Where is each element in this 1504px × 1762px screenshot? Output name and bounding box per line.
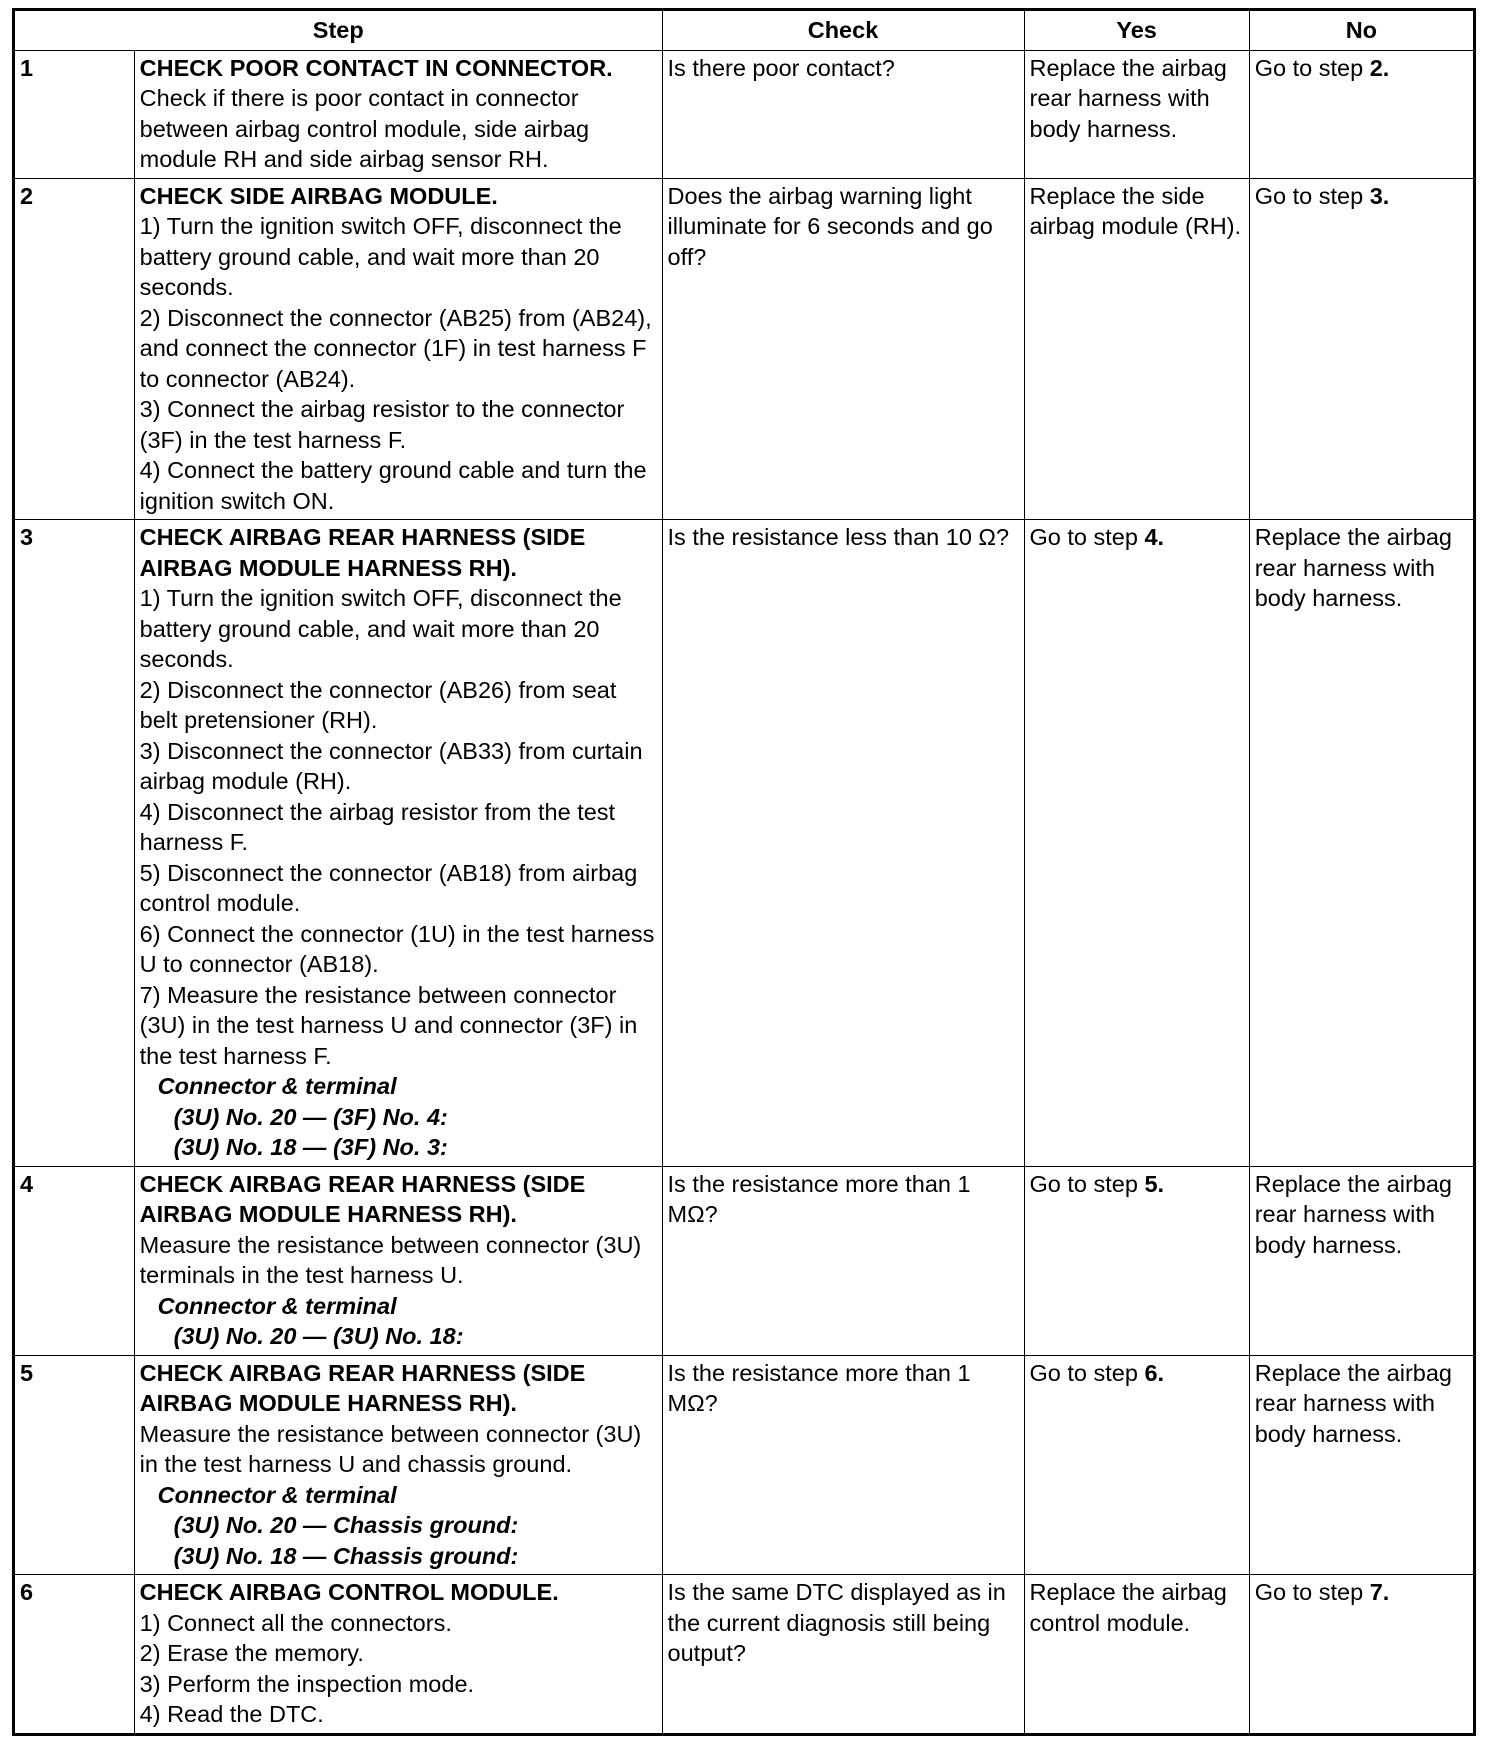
yes-action-text: Go to step <box>1029 1359 1138 1386</box>
header-step: Step <box>14 10 663 51</box>
step-instruction: 1) Connect all the connectors. <box>139 1609 452 1636</box>
yes-action-text: Replace the airbag rear harness with body harness. <box>1029 54 1227 142</box>
step-title: CHECK AIRBAG CONTROL MODULE. <box>139 1579 559 1605</box>
yes-action-text: Replace the airbag control module. <box>1029 1579 1227 1636</box>
check-question: Is the resistance more than 1 MΩ? <box>662 1166 1024 1355</box>
table-row <box>14 1355 1475 1575</box>
step-number: 3 <box>14 520 135 1167</box>
step-number: 2 <box>14 178 135 520</box>
yes-action <box>1024 50 1249 178</box>
step-number: 4 <box>14 1166 135 1355</box>
yes-action <box>1024 1166 1249 1355</box>
step-instruction: 7) Measure the resistance between connector (3U) in the test harness U and connector (3F) in the test harness F. <box>139 981 638 1069</box>
step-title: CHECK AIRBAG REAR HARNESS (SIDE AIRBAG MODULE HARNESS RH). <box>139 524 586 581</box>
step-instruction: 3) Perform the inspection mode. <box>139 1670 475 1697</box>
no-action-text: Go to step <box>1254 1579 1364 1605</box>
no-action <box>1249 50 1474 178</box>
step-instruction: 2) Erase the memory. <box>139 1640 364 1666</box>
step-reference: 5. <box>1144 1170 1165 1197</box>
step-content <box>134 50 662 178</box>
step-title: CHECK AIRBAG REAR HARNESS (SIDE AIRBAG MODULE HARNESS RH). <box>139 1170 586 1227</box>
spec-title: Connector & terminal <box>157 1481 397 1508</box>
no-action-text: Go to step <box>1254 54 1364 81</box>
spec-title: Connector & terminal <box>157 1292 397 1319</box>
step-reference: 4. <box>1144 524 1165 550</box>
check-question: Does the airbag warning light illuminate for 6 seconds and go off? <box>662 178 1024 520</box>
step-instruction: 2) Disconnect the connector (AB26) from seat belt pretensioner (RH). <box>139 676 617 733</box>
step-content <box>134 178 662 520</box>
table-row <box>14 1575 1475 1735</box>
check-question: Is there poor contact? <box>662 50 1024 178</box>
no-action <box>1249 1166 1474 1355</box>
step-number: 1 <box>14 50 135 178</box>
yes-action <box>1024 520 1249 1167</box>
step-content <box>134 1355 662 1575</box>
step-instruction: 3) Connect the airbag resistor to the connector (3F) in the test harness F. <box>139 396 625 453</box>
step-instruction: 4) Disconnect the airbag resistor from the test harness F. <box>139 798 616 855</box>
spec-terminal: (3U) No. 18 — (3F) No. 3: <box>173 1134 448 1160</box>
no-action-text: Replace the airbag rear harness with body harness. <box>1254 1359 1452 1447</box>
spec-terminal: (3U) No. 18 — Chassis ground: <box>173 1542 519 1569</box>
step-instruction: Measure the resistance between connector (3U) in the test harness U and chassis ground. <box>139 1420 642 1477</box>
step-instruction: 1) Turn the ignition switch OFF, disconnect the battery ground cable, and wait more than 20 seconds. <box>139 213 622 300</box>
yes-action-text: Replace the side airbag module (RH). <box>1029 182 1242 239</box>
step-reference: 7. <box>1369 1579 1390 1605</box>
table-row <box>14 178 1475 520</box>
step-instruction: 4) Connect the battery ground cable and turn the ignition switch ON. <box>139 457 647 514</box>
table-row <box>14 520 1475 1167</box>
step-title: CHECK POOR CONTACT IN CONNECTOR. <box>139 54 613 81</box>
step-title: CHECK AIRBAG REAR HARNESS (SIDE AIRBAG MODULE HARNESS RH). <box>139 1359 586 1416</box>
spec-terminal: (3U) No. 20 — Chassis ground: <box>173 1512 519 1538</box>
no-action <box>1249 1355 1474 1575</box>
check-question: Is the same DTC displayed as in the current diagnosis still being output? <box>662 1575 1024 1735</box>
step-reference: 2. <box>1369 54 1390 81</box>
step-instruction: 4) Read the DTC. <box>139 1701 324 1727</box>
step-title: CHECK SIDE AIRBAG MODULE. <box>139 182 498 209</box>
step-content <box>134 1575 662 1735</box>
yes-action <box>1024 1575 1249 1735</box>
no-action-text: Replace the airbag rear harness with body harness. <box>1254 1170 1452 1258</box>
step-content <box>134 1166 662 1355</box>
step-instruction: Measure the resistance between connector (3U) terminals in the test harness U. <box>139 1231 642 1288</box>
spec-title: Connector & terminal <box>157 1073 397 1099</box>
yes-action <box>1024 1355 1249 1575</box>
check-question: Is the resistance more than 1 MΩ? <box>662 1355 1024 1575</box>
no-action-text: Go to step <box>1254 182 1364 209</box>
spec-terminal: (3U) No. 20 — (3F) No. 4: <box>173 1103 448 1130</box>
step-instruction: 6) Connect the connector (1U) in the test harness U to connector (AB18). <box>139 920 655 977</box>
step-instruction: Check if there is poor contact in connector between airbag control module, side airbag module RH and side airbag sensor RH. <box>139 85 590 172</box>
step-reference: 6. <box>1144 1359 1165 1386</box>
step-instruction: 2) Disconnect the connector (AB25) from (AB24), and connect the connector (1F) in test harness F to connector (AB24). <box>139 304 652 392</box>
header-check: Check <box>662 10 1024 51</box>
step-reference: 3. <box>1369 182 1390 209</box>
step-number: 5 <box>14 1355 135 1575</box>
step-number: 6 <box>14 1575 135 1735</box>
no-action <box>1249 1575 1474 1735</box>
no-action <box>1249 178 1474 520</box>
table-row <box>14 1166 1475 1355</box>
no-action <box>1249 520 1474 1167</box>
step-instruction: 5) Disconnect the connector (AB18) from airbag control module. <box>139 859 638 916</box>
header-yes: Yes <box>1024 10 1249 51</box>
step-instruction: 3) Disconnect the connector (AB33) from curtain airbag module (RH). <box>139 737 643 794</box>
yes-action-text: Go to step <box>1029 524 1138 550</box>
check-question: Is the resistance less than 10 Ω? <box>662 520 1024 1167</box>
header-no: No <box>1249 10 1474 51</box>
step-instruction: 1) Turn the ignition switch OFF, disconnect the battery ground cable, and wait more than 20 seconds. <box>139 585 622 672</box>
yes-action-text: Go to step <box>1029 1170 1138 1197</box>
step-content <box>134 520 662 1167</box>
spec-terminal: (3U) No. 20 — (3U) No. 18: <box>173 1323 464 1349</box>
no-action-text: Replace the airbag rear harness with body harness. <box>1254 524 1452 611</box>
diagnostic-table <box>12 8 1476 1736</box>
header-row <box>14 10 1475 51</box>
yes-action <box>1024 178 1249 520</box>
table-row <box>14 50 1475 178</box>
